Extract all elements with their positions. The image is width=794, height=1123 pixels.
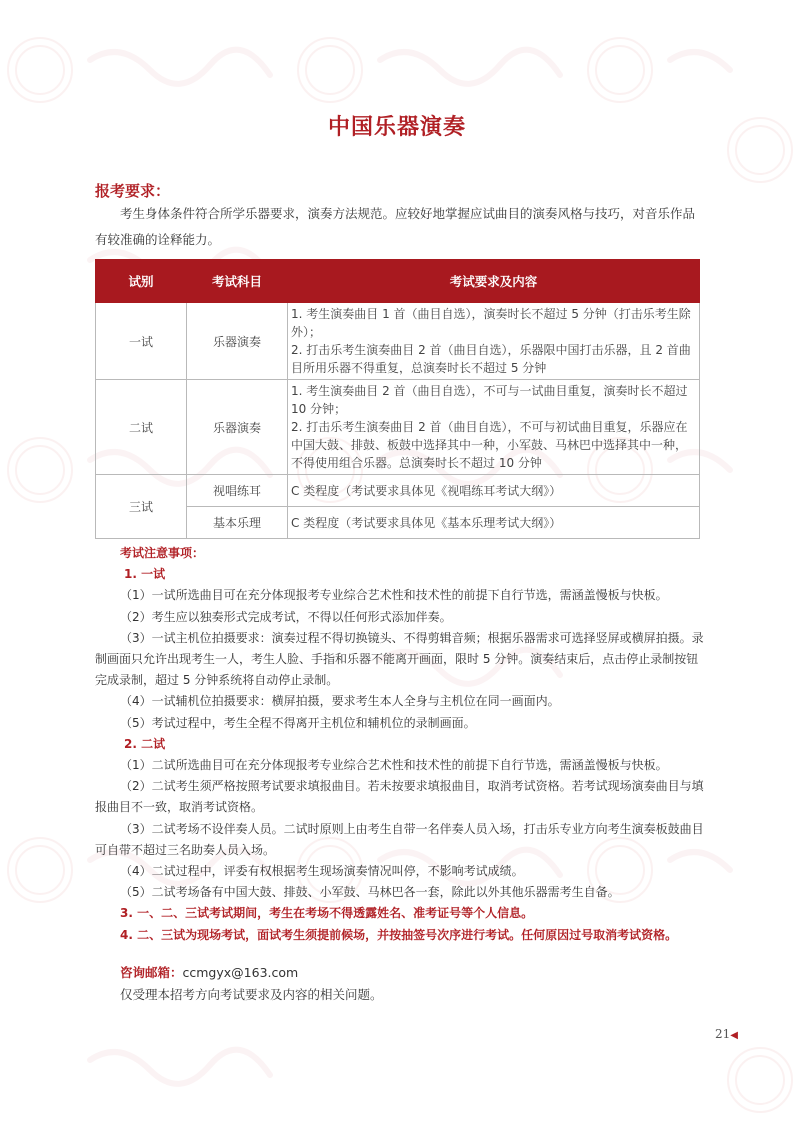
- note-item: （2）二试考生须严格按照考试要求填报曲目。若未按要求填报曲目，取消考试资格。若考试现场演奏曲目与填报曲目不一致，取消考试资格。: [95, 779, 704, 815]
- content-line: 1. 考生演奏曲目 1 首（曲目自选），演奏时长不超过 5 分钟（打击乐考生除外）；: [291, 307, 691, 339]
- note-item: （3）一试主机位拍摄要求：演奏过程不得切换镜头、不得剪辑音频；根据乐器需求可选择竖屏或横屏拍摄。录制画面只允许出现考生一人，考生人脸、手指和乐器不能离开画面，限时 5 分钟。演奏结束后，点击停止录制按钮完成录制，超过 5 分钟系统将自动停止录制。: [95, 630, 704, 688]
- round-cell: 二试: [96, 380, 187, 475]
- note-item: （1）二试所选曲目可在充分体现报考专业综合艺术性和技术性的前提下自行节选，需涵盖慢板与快板。: [120, 758, 668, 773]
- note-item: （5）考试过程中，考生全程不得离开主机位和辅机位的录制画面。: [120, 715, 476, 730]
- triangle-left-icon: ◀: [730, 1030, 738, 1041]
- round-cell: 三试: [96, 475, 187, 539]
- header-content: 考试要求及内容: [288, 260, 700, 303]
- subject-cell: 乐器演奏: [187, 380, 288, 475]
- contact-note: 仅受理本招考方向考试要求及内容的相关问题。: [120, 987, 383, 1002]
- page-number-text: 21: [715, 1027, 731, 1041]
- note-item: （3）二试考场不设伴奏人员。二试时原则上由考生自带一名伴奏人员入场，打击乐专业方向考生演奏板鼓曲目可自带不超过三名助奏人员入场。: [95, 821, 704, 857]
- table-row: [96, 380, 700, 475]
- note-onsite: 4. 二、三试为现场考试，面试考生须提前候场，并按抽签号次序进行考试。任何原因过号取消考试资格。: [120, 927, 678, 942]
- table-row: [96, 303, 700, 380]
- contact-label: 咨询邮箱：: [120, 965, 183, 980]
- content-cell: [288, 380, 700, 475]
- content-line: 2. 打击乐考生演奏曲目 2 首（曲目自选），不可与初试曲目重复，乐器应在中国大鼓、排鼓、板鼓中选择其中一种，小军鼓、马林巴中选择其中一种，不得使用组合乐器。总演奏时长不超过 10 分钟: [291, 420, 688, 470]
- contact-email[interactable]: ccmgyx@163.com: [182, 965, 299, 980]
- content-line: 1. 考生演奏曲目 2 首（曲目自选），不可与一试曲目重复，演奏时长不超过 10 分钟；: [291, 384, 688, 416]
- round-cell: 一试: [96, 303, 187, 380]
- note-item: （1）一试所选曲目可在充分体现报考专业综合艺术性和技术性的前提下自行节选，需涵盖慢板与快板。: [120, 588, 668, 603]
- note-privacy: 3. 一、二、三试考试期间，考生在考场不得透露姓名、准考证号等个人信息。: [120, 906, 534, 921]
- page-title: 中国乐器演奏: [327, 115, 466, 140]
- header-round: 试别: [96, 260, 187, 303]
- content-cell: C 类程度（考试要求具体见《基本乐理考试大纲》）: [288, 507, 700, 539]
- exam-notes: [95, 543, 705, 946]
- table-row: [96, 475, 700, 507]
- table-header-row: [96, 260, 700, 303]
- note-item: （2）考生应以独奏形式完成考试，不得以任何形式添加伴奏。: [120, 609, 452, 624]
- note-item: （4）二试过程中，评委有权根据考生现场演奏情况叫停，不影响考试成绩。: [120, 864, 524, 879]
- header-subject: 考试科目: [187, 260, 288, 303]
- requirements-text: 考生身体条件符合所学乐器要求，演奏方法规范。应较好地掌握应试曲目的演奏风格与技巧，对音乐作品有较准确的诠释能力。: [95, 206, 696, 247]
- requirements-heading: 报考要求：: [95, 182, 171, 200]
- content-cell: C 类程度（考试要求具体见《视唱练耳考试大纲》）: [288, 475, 700, 507]
- note-item: （4）一试辅机位拍摄要求：横屏拍摄，要求考生本人全身与主机位在同一画面内。: [120, 694, 560, 709]
- exam-table: [95, 259, 700, 539]
- note-item: （5）二试考场备有中国大鼓、排鼓、小军鼓、马林巴各一套，除此以外其他乐器需考生自备。: [120, 885, 620, 900]
- subject-cell: 视唱练耳: [187, 475, 288, 507]
- notes-section-1: 1. 一试: [124, 567, 166, 582]
- content-cell: [288, 303, 700, 380]
- table-row: [96, 507, 700, 539]
- subject-cell: 基本乐理: [187, 507, 288, 539]
- notes-heading: 考试注意事项：: [120, 546, 205, 560]
- subject-cell: 乐器演奏: [187, 303, 288, 380]
- content-line: 2. 打击乐考生演奏曲目 2 首（曲目自选），乐器限中国打击乐器，且 2 首曲目所用乐器不得重复，总演奏时长不超过 5 分钟: [291, 343, 691, 375]
- page-number: [715, 1027, 738, 1041]
- contact-block: [120, 962, 383, 1006]
- notes-section-2: 2. 二试: [124, 736, 166, 751]
